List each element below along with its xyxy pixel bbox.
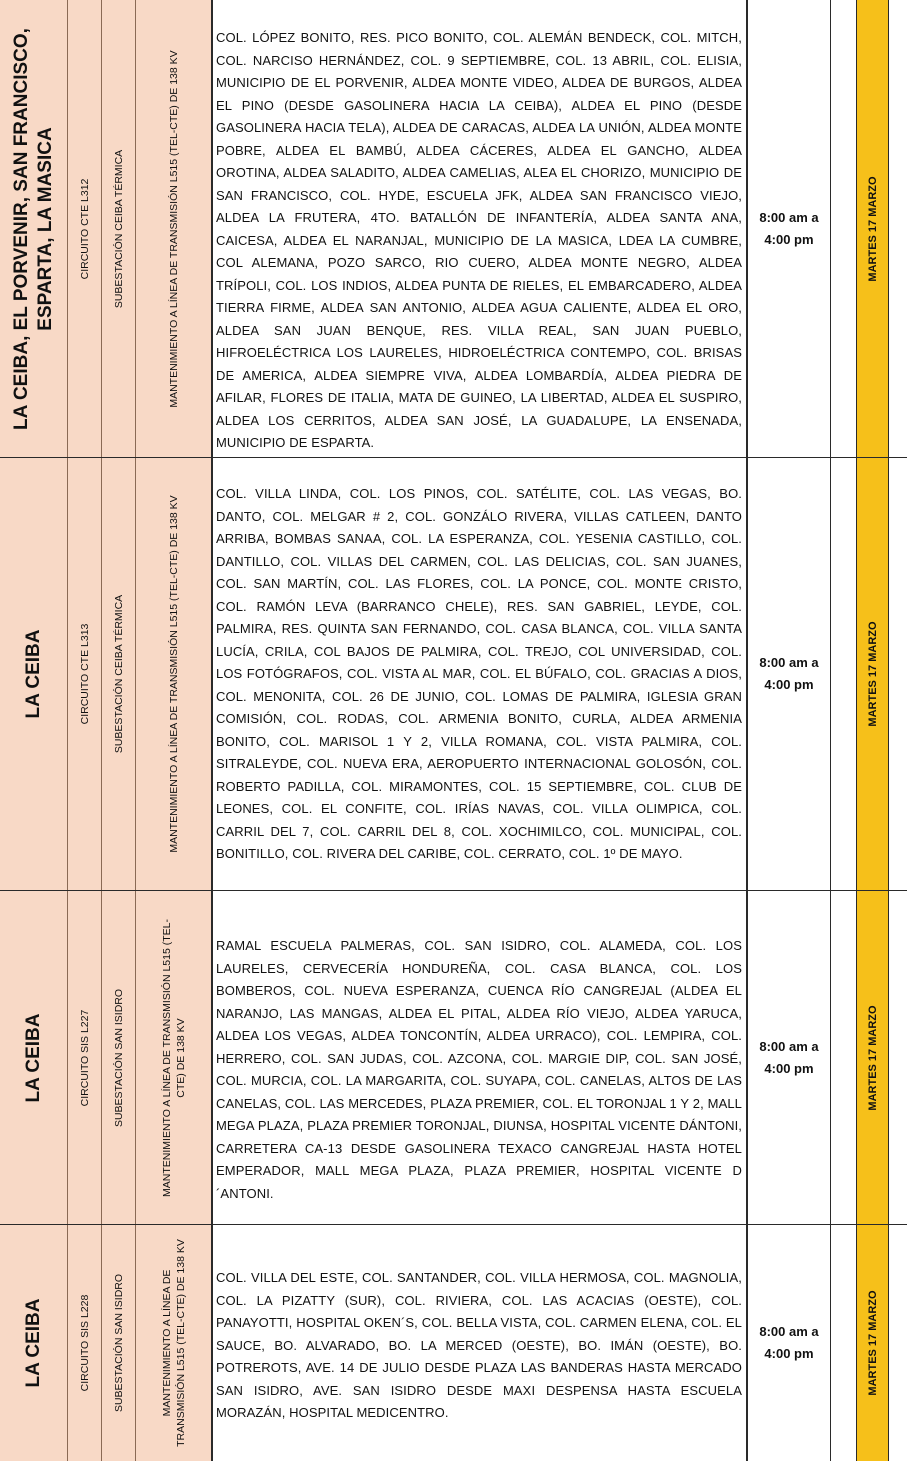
date-cell xyxy=(857,1225,889,1461)
maintenance-cell xyxy=(136,1225,213,1461)
affected-areas-text: RAMAL ESCUELA PALMERAS, COL. SAN ISIDRO, COL. ALAMEDA, COL. LOS LAURELES, CERVECERÍA HONDUREÑA, COL. CASA BLANCA, COL. LOS BOMBEROS, COL. NUEVA ESPERANZA, CUENCA RÍO CANGREJAL (ALDEA EL NARANJO, LAS MANGAS, ALDEA EL PITAL, ALDEA RÍO VIEJO, ALDEA YARUCA, ALDEA LOS VEGAS, ALDEA TONCONTÍN, ALDEA URRACO), COL. LEMPIRA, COL. HERRERO, COL. SAN JUDAS, COL. AZCONA, COL. MARGIE DIP, COL. SAN JOSÉ, COL. MURCIA, COL. LA MARGARITA, COL. SUYAPA, COL. CANELAS, ALTOS DE LAS CANELAS, COL. LAS MERCEDES, PLAZA PREMIER, COL. EL TORONJAL 1 Y 2, MALL MEGA PLAZA, PLAZA PREMIER TORONJAL, DIUNSA, HOSPITAL VICENTE DÁNTONI, CARRETERA CA-13 DESDE GASOLINERA TEXACO CANGREJAL HASTA HOTEL EMPERADOR, MALL MEGA PLAZA, PLAZA PREMIER, HOSPITAL VICENTE D´ANTONI. xyxy=(216,938,742,1201)
date-cell xyxy=(857,458,889,890)
substation-label: SUBESTACIÓN SAN ISIDRO xyxy=(112,1273,125,1413)
time-range xyxy=(748,1321,830,1365)
time-cell xyxy=(748,891,831,1224)
city-label: LA CEIBA xyxy=(22,1298,44,1388)
time-cell xyxy=(748,0,831,457)
date-cell xyxy=(857,0,889,457)
maintenance-cell xyxy=(136,891,213,1224)
date-label: MARTES 17 MARZO xyxy=(866,621,879,727)
substation-label: SUBESTACIÓN CEIBA TÉRMICA xyxy=(112,149,125,308)
maintenance-label: MANTENIMIENTO A LÍNEA DE TRANSMISIÓN L515 (TEL-CTE) DE 138 KV xyxy=(167,495,180,853)
time-cell xyxy=(748,1225,831,1461)
areas-cell xyxy=(213,1225,748,1461)
maintenance-label: MANTENIMIENTO A LÍNEA DE TRANSMISIÓN L515 (TEL-CTE) DE 138 KV xyxy=(167,49,180,408)
spacer-cell xyxy=(831,458,857,890)
time-end: 4:00 pm xyxy=(764,677,814,692)
substation-cell xyxy=(102,891,136,1224)
circuit-label: CIRCUITO SIS L228 xyxy=(78,1294,91,1392)
substation-cell xyxy=(102,0,136,457)
date-label: MARTES 17 MARZO xyxy=(866,1004,879,1111)
substation-label: SUBESTACIÓN CEIBA TÉRMICA xyxy=(112,594,125,754)
circuit-label: CIRCUITO CTE L313 xyxy=(78,623,91,725)
substation-cell xyxy=(102,1225,136,1461)
date-label: MARTES 17 MARZO xyxy=(866,1290,879,1396)
maintenance-cell xyxy=(136,458,213,890)
table-row xyxy=(0,891,907,1224)
time-start: 8:00 am a xyxy=(759,209,819,225)
areas-cell xyxy=(213,891,748,1224)
time-range xyxy=(748,207,830,251)
date-label: MARTES 17 MARZO xyxy=(866,175,879,282)
spacer-cell xyxy=(831,0,857,457)
city-label: LA CEIBA, EL PORVENIR, SAN FRANCISCO, ESPARTA, LA MASICA xyxy=(10,27,56,430)
city-cell xyxy=(0,0,68,457)
city-cell xyxy=(0,1225,68,1461)
time-end: 4:00 pm xyxy=(764,231,814,247)
maintenance-label: MANTENIMIENTO A LÍNEA DE TRANSMISIÓN L515 (TEL-CTE) DE 138 KV xyxy=(160,918,187,1197)
spacer-cell xyxy=(831,891,857,1224)
circuit-cell xyxy=(68,458,102,890)
city-cell xyxy=(0,458,68,890)
circuit-cell xyxy=(68,891,102,1224)
city-cell xyxy=(0,891,68,1224)
city-label: LA CEIBA xyxy=(22,629,44,719)
city-label: LA CEIBA xyxy=(22,1012,44,1103)
table-row xyxy=(0,0,907,457)
date-cell xyxy=(857,891,889,1224)
circuit-cell xyxy=(68,1225,102,1461)
time-start: 8:00 am a xyxy=(759,655,819,670)
edge-cell xyxy=(889,1225,907,1461)
affected-areas-text: COL. VILLA LINDA, COL. LOS PINOS, COL. SATÉLITE, COL. LAS VEGAS, BO. DANTO, COL. MELGAR # 2, COL. GONZÁLO RIVERA, VILLAS CATLEEN, DANTO ARRIBA, BOMBAS SANAA, COL. LA ESPERANZA, COL. YESENIA CASTILLO, COL. DANTILLO, COL. VILLAS DEL CARMEN, COL. LAS DELICIAS, COL. SAN JUANES, COL. SAN MARTÍN, COL. LAS FLORES, COL. LA PONCE, COL. MONTE CRISTO, COL. RAMÓN LEVA (BARRANCO CHELE), RES. SAN GABRIEL, LEYDE, COL. PALMIRA, RES. QUINTA SAN FERNANDO, COL. CASA BLANCA, COL. VILLA SANTA LUCÍA, CRILA, COL BAJOS DE PALMIRA, COL. TREJO, COL UNIVERSIDAD, COL. LOS FOTÓGRAFOS, COL. VISTA AL MAR, COL. EL BÚFALO, COL. GRACIAS A DIOS, COL. MENONITA, COL. 26 DE JUNIO, COL. LOMAS DE PALMIRA, IGLESIA GRAN COMISIÓN, COL. RODAS, COL. ARMENIA BONITO, CURLA, ALDEA ARMENIA BONITO, COL. MARISOL 1 Y 2, VILLA ROMANA, COL. VISTA PALMIRA, COL. SITRALEYDE, COL. NUEVA ERA, AEROPUERTO INTERNACIONAL GOLOSÓN, COL. ROBERTO PADILLA, COL. MIRAMONTES, COL. 15 SEPTIEMBRE, COL. CLUB DE LEONES, COL. EL CONFITE, COL. IRÍAS NAVAS, COL. VILLA OLIMPICA, COL. CARRIL DEL 7, COL. CARRIL DEL 8, COL. XOCHIMILCO, COL. MUNICIPAL, COL. BONITILLO, COL. RIVERA DEL CARIBE, COL. CERRATO, COL. 1º DE MAYO. xyxy=(216,486,742,861)
circuit-label: CIRCUITO CTE L312 xyxy=(78,178,91,279)
affected-areas-text: COL. LÓPEZ BONITO, RES. PICO BONITO, COL. ALEMÁN BENDECK, COL. MITCH, COL. NARCISO HERNÁNDEZ, COL. 9 SEPTIEMBRE, COL. 13 ABRIL, COL. ELISIA, MUNICIPIO DE EL PORVENIR, ALDEA MONTE VIDEO, ALDEA DE BURGOS, ALDEA EL PINO (DESDE GASOLINERA HACIA LA CEIBA), ALDEA EL PINO (DESDE GASOLINERA HACIA TELA), ALDEA DE CARACAS, ALDEA LA UNIÓN, ALDEA MONTE POBRE, ALDEA EL BAMBÚ, ALDEA CÁCERES, ALDEA EL GANCHO, ALDEA OROTINA, ALDEA SALADITO, ALDEA CAMELIAS, ALEA EL CHORIZO, MUNICIPIO DE SAN FRANCISCO, COL. HYDE, ESCUELA JFK, ALDEA SAN FRANCISCO VIEJO, ALDEA LA FRUTERA, 4TO. BATALLÓN DE INFANTERÍA, ALDEA SANTA ANA, CAICESA, ALDEA EL NARANJAL, MUNICIPIO DE LA MASICA, LDEA LA CUMBRE, COL ALEMANA, POZO SARCO, RIO CUERO, ALDEA MONTE NEGRO, ALDEA TRÍPOLI, COL. LOS INDIOS, ALDEA PUNTA DE RIELES, EL EMBARCADERO, ALDEA TIERRA FIRME, ALDEA SAN ANTONIO, ALDEA AGUA CALIENTE, ALDEA EL ORO, ALDEA SAN JUAN BENQUE, RES. VILLA REAL, SAN JUAN PUEBLO, HIFROELÉCTRICA LOS LAURELES, HIDROELÉCTRICA CONTEMPO, COL. BRISAS DE AMERICA, ALDEA SIEMPRE VIVA, ALDEA LOMBARDÍA, ALDEA PIEDRA DE AFILAR, FLORES DE ITALIA, MATA DE GUINEO, LA LIBERTAD, ALDEA EL SUSPIRO, ALDEA LOS CERRITOS, ALDEA SAN JOSÉ, LA GUADALUPE, LA ENSENADA, MUNICIPIO DE ESPARTA. xyxy=(216,30,742,450)
areas-cell xyxy=(213,0,748,457)
edge-cell xyxy=(889,458,907,890)
time-start: 8:00 am a xyxy=(759,1038,819,1054)
substation-label: SUBESTACIÓN SAN ISIDRO xyxy=(112,988,125,1127)
time-end: 4:00 pm xyxy=(764,1060,814,1076)
spacer-cell xyxy=(831,1225,857,1461)
maintenance-cell xyxy=(136,0,213,457)
circuit-label: CIRCUITO SIS L227 xyxy=(78,1009,91,1106)
edge-cell xyxy=(889,0,907,457)
table-row xyxy=(0,458,907,890)
time-end: 4:00 pm xyxy=(764,1346,814,1361)
affected-areas-text: COL. VILLA DEL ESTE, COL. SANTANDER, COL. VILLA HERMOSA, COL. MAGNOLIA, COL. LA PIZATTY (SUR), COL. RIVIERA, COL. LAS ACACIAS (OESTE), COL. PANAYOTTI, HOSPITAL OKEN´S, COL. BELLA VISTA, COL. CARMEN ELENA, COL. EL SAUCE, BO. ALVARADO, BO. LA MERCED (OESTE), BO. IMÁN (OESTE), BO. POTREROTS, AVE. 14 DE JULIO DESDE PLAZA LAS BANDERAS HASTA MERCADO SAN ISIDRO, AVE. SAN ISIDRO DESDE MAXI DESPENSA HASTA ESCUELA MORAZÁN, HOSPITAL MEDICENTRO. xyxy=(216,1270,742,1420)
substation-cell xyxy=(102,458,136,890)
time-cell xyxy=(748,458,831,890)
table-row xyxy=(0,1225,907,1461)
maintenance-label: MANTENIMIENTO A LÍNEA DE TRANSMISIÓN L515 (TEL-CTE) DE 138 KV xyxy=(160,1239,187,1447)
time-start: 8:00 am a xyxy=(759,1324,819,1339)
edge-cell xyxy=(889,891,907,1224)
areas-cell xyxy=(213,458,748,890)
circuit-cell xyxy=(68,0,102,457)
time-range xyxy=(748,1036,830,1080)
time-range xyxy=(748,652,830,696)
